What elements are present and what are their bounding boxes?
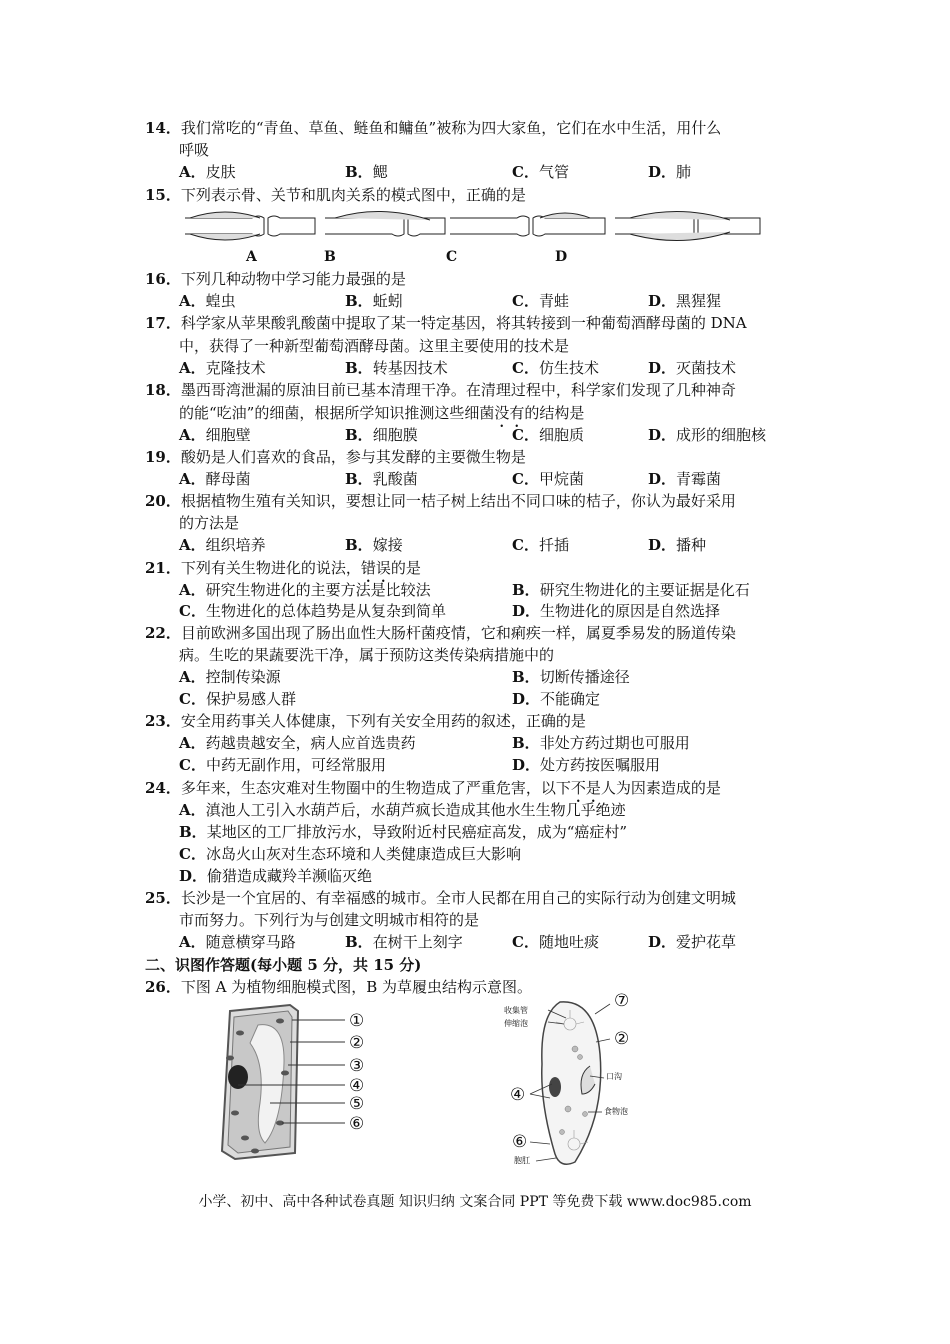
figure-b: [325, 211, 445, 236]
q22-line1: 22．目前欧洲多国出现了肠出血性大肠杆菌疫情，它和痢疾一样，属夏季易发的肠道传染: [145, 624, 736, 642]
q22-option-a: A．控制传染源: [179, 668, 281, 686]
q20-option-b: B．嫁接: [345, 536, 403, 554]
q24-option-c: C．冰岛火山灰对生态环境和人类健康造成巨大影响: [179, 845, 521, 863]
q20-line1: 20．根据植物生殖有关知识，要想让同一桔子树上结出不同口味的桔子，你认为最好采用: [145, 492, 736, 510]
emphasis-cuo-wu: 错误: [360, 559, 391, 577]
paramecium-label-2: ②: [614, 1029, 630, 1049]
q17-option-c: C．仿生技术: [512, 359, 599, 377]
q20-line2: 的方法是: [179, 514, 240, 532]
q19-option-a: A．酵母菌: [179, 470, 251, 488]
q14-option-c: C．气管: [512, 163, 569, 181]
q23-option-d: D．处方药按医嘱服用: [512, 756, 661, 774]
q15-line1: 15．下列表示骨、关节和肌肉关系的模式图中，正确的是: [145, 186, 526, 204]
q21-option-c: C．生物进化的总体趋势是从复杂到简单: [179, 602, 446, 620]
label-food-vacuole: 食物泡: [604, 1107, 628, 1116]
paramecium-label-6: ⑥: [512, 1132, 528, 1152]
label-collecting-tube: 收集管: [504, 1006, 528, 1015]
cell-label-2: ②: [349, 1033, 365, 1053]
q25-option-b: B．在树干上刻字: [345, 933, 463, 951]
q18-option-b: B．细胞膜: [345, 426, 418, 444]
q16-option-c: C．青蛙: [512, 292, 569, 310]
cell-label-5: ⑤: [349, 1094, 365, 1114]
q14-line2: 呼吸: [179, 141, 210, 159]
q17-line1: 17．科学家从苹果酸乳酸菌中提取了某一特定基因，将其转接到一种葡萄酒酵母菌的 DNA: [145, 314, 747, 332]
q22-line2: 病。生吃的果蔬要洗干净，属于预防这类传染病措施中的: [179, 646, 555, 664]
q18-option-d: D．成形的细胞核: [648, 426, 767, 444]
q14-option-a: A．皮肤: [179, 163, 236, 181]
q20-option-a: A．组织培养: [179, 536, 266, 554]
q21-option-d: D．生物进化的原因是自然选择: [512, 602, 721, 620]
q24-option-b: B．某地区的工厂排放污水，导致附近村民癌症高发，成为“癌症村”: [179, 823, 628, 841]
q24-option-d: D．偷猎造成藏羚羊濒临灭绝: [179, 867, 373, 885]
q25-option-d: D．爱护花草: [648, 933, 737, 951]
paramecium-label-4: ④: [510, 1085, 526, 1105]
q25-option-a: A．随意横穿马路: [179, 933, 296, 951]
cell-label-1: ①: [349, 1011, 365, 1031]
q22-option-b: B．切断传播途径: [512, 668, 630, 686]
label-anal-pore: 胞肛: [514, 1156, 530, 1165]
cell-label-6: ⑥: [349, 1114, 365, 1134]
q14-option-b: B．鳃: [345, 163, 388, 181]
figure-c: [450, 213, 605, 236]
bone-joint-muscle-figure: [180, 206, 770, 246]
q17-option-b: B．转基因技术: [345, 359, 448, 377]
q20-option-d: D．播种: [648, 536, 707, 554]
q14-option-d: D．肺: [648, 163, 692, 181]
q22-option-d: D．不能确定: [512, 690, 601, 708]
q16-option-b: B．蚯蚓: [345, 292, 403, 310]
cell-label-4: ④: [349, 1076, 365, 1096]
q16-option-a: A．蝗虫: [179, 292, 236, 310]
q18-option-c: C．细胞质: [512, 426, 584, 444]
emphasis-bu-shi: 不是: [570, 779, 601, 797]
q23-line1: 23．安全用药事关人体健康，下列有关安全用药的叙述，正确的是: [145, 712, 586, 730]
q19-option-b: B．乳酸菌: [345, 470, 418, 488]
q23-option-b: B．非处方药过期也可服用: [512, 734, 690, 752]
caption-d: D: [555, 249, 568, 265]
q21-line1: 21．下列有关生物进化的说法，错误的是: [145, 559, 421, 577]
q24-line1: 24．多年来，生态灾难对生物圈中的生物造成了严重危害，以下不是人为因素造成的是: [145, 779, 721, 797]
q18-line1: 18．墨西哥湾泄漏的原油目前已基本清理干净。在清理过程中，科学家们发现了几种神奇: [145, 381, 736, 399]
q23-option-a: A．药越贵越安全，病人应首选贵药: [179, 734, 416, 752]
q16-option-d: D．黑猩猩: [648, 292, 722, 310]
q25-line1: 25．长沙是一个宜居的、有幸福感的城市。全市人民都在用自己的实际行动为创建文明城: [145, 889, 736, 907]
q14-stem: 我们常吃的“青鱼、草鱼、鲢鱼和鳙鱼”被称为四大家鱼，它们在水中生活，用什么: [180, 119, 722, 137]
q24-option-a: A．滇池人工引入水葫芦后，水葫芦疯长造成其他水生生物几乎绝迹: [179, 801, 626, 819]
q20-option-c: C．扦插: [512, 536, 569, 554]
q22-option-c: C．保护易感人群: [179, 690, 296, 708]
q14-number: 14．: [145, 119, 181, 137]
label-contractile-vacuole: 伸缩泡: [504, 1019, 528, 1028]
page-footer: 小学、初中、高中各种试卷真题 知识归纳 文案合同 PPT 等免费下载 www.doc985.com: [198, 1194, 752, 1210]
emphasis-mei-you: 没有: [494, 404, 525, 422]
q17-option-a: A．克隆技术: [179, 359, 266, 377]
q17-line2: 中，获得了一种新型葡萄酒酵母菌。这里主要使用的技术是: [179, 337, 570, 355]
q21-option-a: A．研究生物进化的主要方法是比较法: [179, 581, 431, 599]
q25-line2: 市而努力。下列行为与创建文明城市相符的是: [179, 911, 480, 929]
cell-label-3: ③: [349, 1056, 365, 1076]
label-oral-groove: 口沟: [606, 1072, 622, 1081]
q25-option-c: C．随地吐痰: [512, 933, 599, 951]
figure-a: [185, 212, 315, 240]
q14-line1: [145, 118, 721, 138]
caption-c: C: [446, 249, 458, 265]
q26-line1: 26．下图 A 为植物细胞模式图，B 为草履虫结构示意图。: [145, 978, 533, 996]
q18-option-a: A．细胞壁: [179, 426, 251, 444]
q21-option-b: B．研究生物进化的主要证据是化石: [512, 581, 750, 599]
paramecium-label-7: ⑦: [614, 991, 630, 1011]
q16-line1: 16．下列几种动物中学习能力最强的是: [145, 270, 406, 288]
macronucleus: [549, 1077, 561, 1097]
q23-option-c: C．中药无副作用，可经常服用: [179, 756, 386, 774]
section-2-title: 二、识图作答题(每小题 5 分，共 15 分): [145, 956, 422, 974]
q19-option-d: D．青霉菌: [648, 470, 722, 488]
caption-a: A: [246, 249, 257, 265]
q17-option-d: D．灭菌技术: [648, 359, 737, 377]
q19-option-c: C．甲烷菌: [512, 470, 584, 488]
caption-b: B: [324, 249, 336, 265]
figure-d: [615, 211, 760, 240]
q19-line1: 19．酸奶是人们喜欢的食品，参与其发酵的主要微生物是: [145, 448, 526, 466]
q18-line2: 的能“吃油”的细菌，根据所学知识推测这些细菌没有的结构是: [179, 404, 585, 422]
